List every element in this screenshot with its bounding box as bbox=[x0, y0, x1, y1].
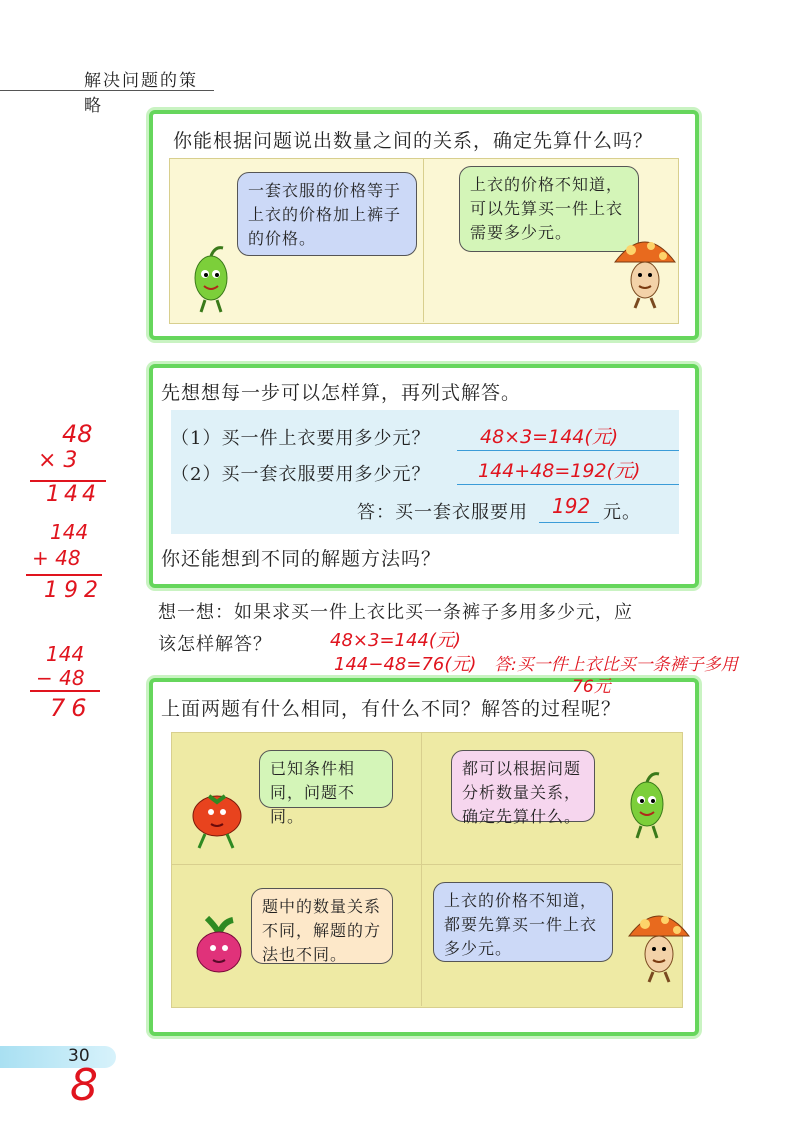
box1-bubble-right: 上衣的价格不知道，可以先算买一件上衣需要多少元。 bbox=[459, 166, 639, 252]
box1-divider bbox=[423, 158, 424, 322]
hw-calc3-a: 144 bbox=[46, 642, 85, 666]
question-box-1 bbox=[149, 110, 699, 340]
hw-page-mark: 8 bbox=[70, 1060, 98, 1111]
box2-answer-prefix: 答：买一套衣服要用 bbox=[357, 502, 528, 523]
q2-answer-line bbox=[457, 484, 679, 485]
header-title: 解决问题的策略 bbox=[84, 71, 198, 116]
hw-calc2-a: 144 bbox=[50, 520, 89, 544]
hw-calc2-b: + 48 bbox=[32, 546, 81, 570]
box3-vertical-divider bbox=[421, 732, 422, 1006]
box2-question-2: （2）买一套衣服要用多少元？ bbox=[171, 464, 431, 485]
box3-horizontal-divider bbox=[171, 864, 681, 865]
hw-answer-blank: 192 bbox=[552, 494, 591, 518]
think-line-1: 想一想：如果求买一件上衣比买一条裤子多用多少元，应 bbox=[158, 602, 633, 623]
box2-intro: 先想想每一步可以怎样算，再列式解答。 bbox=[161, 382, 522, 404]
page-number: 30 bbox=[68, 1046, 90, 1066]
page-number-bar bbox=[0, 1046, 116, 1068]
box3-bubble-top-left: 已知条件相同，问题不同。 bbox=[259, 750, 393, 808]
box3-bubble-top-right: 都可以根据问题分析数量关系，确定先算什么。 bbox=[451, 750, 595, 822]
box3-bubble-bottom-left: 题中的数量关系不同，解题的方法也不同。 bbox=[251, 888, 393, 964]
pepper-character-icon bbox=[619, 770, 679, 840]
box3-question: 上面两题有什么相同，有什么不同？解答的过程呢？ bbox=[161, 698, 622, 720]
radish-character-icon bbox=[187, 912, 251, 982]
box2-answer-suffix: 元。 bbox=[603, 502, 641, 523]
mushroom-character-icon bbox=[623, 904, 693, 984]
hw-calc3-result: 76 bbox=[50, 694, 93, 722]
box3-bubble-bottom-right: 上衣的价格不知道，都要先算买一件上衣多少元。 bbox=[433, 882, 613, 962]
hw-think-answer-2: 76元 bbox=[572, 677, 611, 697]
box2-question-1: （1）买一件上衣要用多少元？ bbox=[171, 428, 431, 449]
hw-calc2-rule bbox=[26, 574, 102, 576]
hw-calc1-a: 48 bbox=[62, 420, 93, 448]
hw-think-answer: 答:买一件上衣比买一条裤子多用 bbox=[494, 655, 738, 675]
mushroom-character-icon bbox=[609, 230, 679, 310]
box1-question: 你能根据问题说出数量之间的关系，确定先算什么吗？ bbox=[173, 130, 654, 152]
hw-think-line1: 48×3=144(元) bbox=[330, 630, 461, 651]
answer-blank-line bbox=[539, 522, 599, 523]
hw-calc3-b: − 48 bbox=[36, 666, 85, 690]
running-header bbox=[0, 64, 214, 116]
hw-calc2-result: 192 bbox=[44, 578, 104, 603]
hw-calc1-b: × 3 bbox=[38, 448, 78, 473]
pepper-character-icon bbox=[183, 244, 243, 314]
box1-bubble-left: 一套衣服的价格等于上衣的价格加上裤子的价格。 bbox=[237, 172, 417, 256]
think-line-2: 该怎样解答？ bbox=[158, 634, 272, 655]
hw-answer-q2: 144+48=192(元) bbox=[478, 460, 641, 482]
q1-answer-line bbox=[457, 450, 679, 451]
hw-think-line2: 144−48=76(元) bbox=[334, 654, 477, 675]
hw-calc3-rule bbox=[30, 690, 100, 692]
hw-answer-q1: 48×3=144(元) bbox=[480, 426, 619, 448]
tomato-character-icon bbox=[181, 784, 251, 850]
box2-followup: 你还能想到不同的解题方法吗？ bbox=[161, 548, 442, 570]
hw-calc1-result: 144 bbox=[46, 482, 100, 507]
question-box-3 bbox=[149, 678, 699, 1036]
